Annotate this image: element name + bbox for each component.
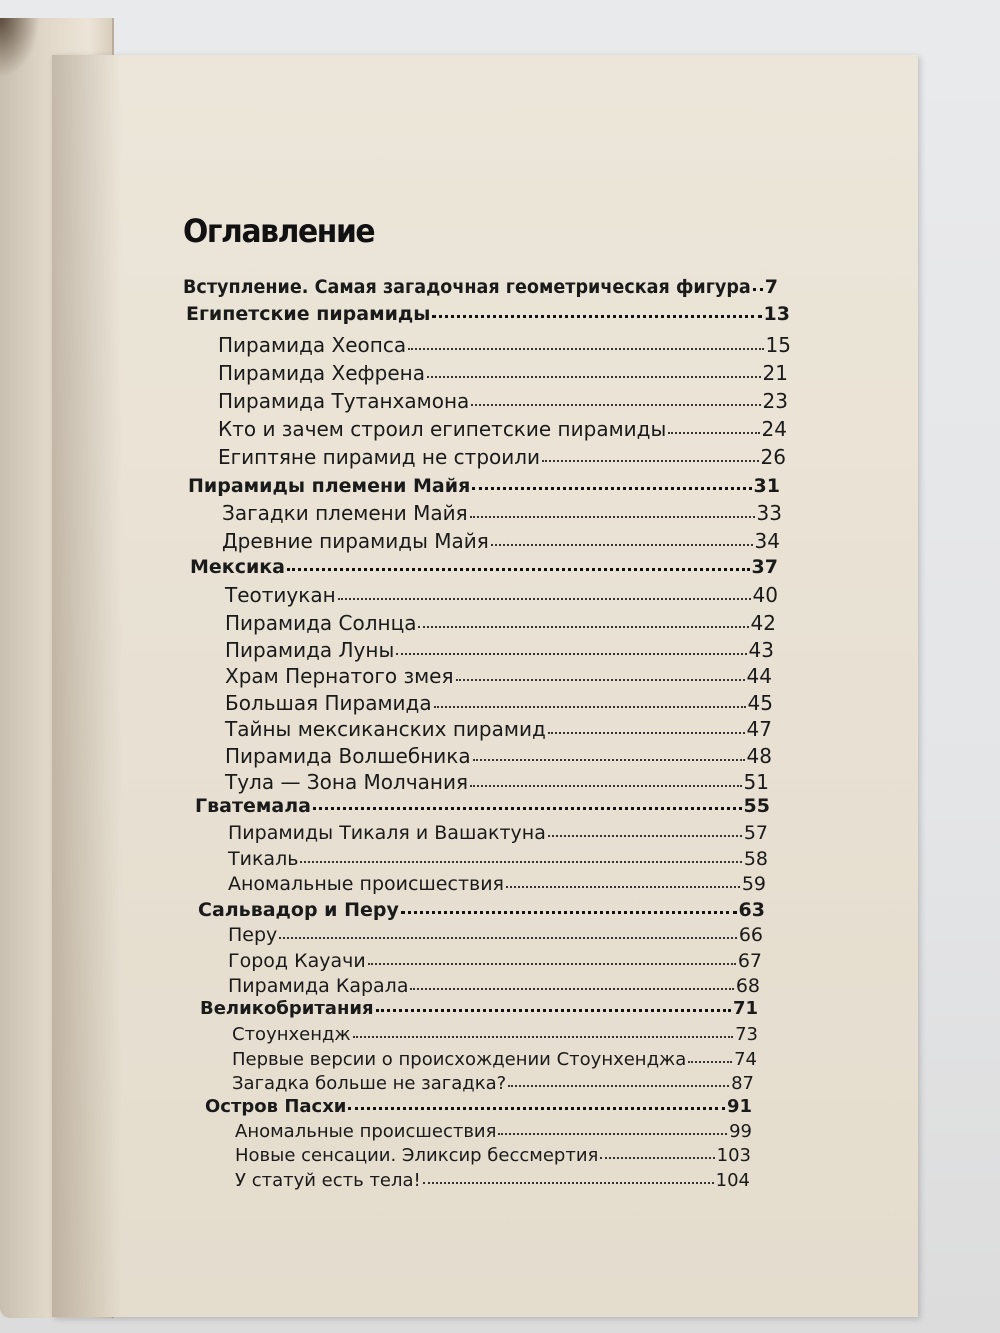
toc-entry	[205, 1096, 752, 1117]
toc-entry-page-number: 66	[738, 924, 763, 946]
toc-entry	[225, 744, 772, 768]
toc-entry-title: Древние пирамиды Майя	[222, 529, 489, 553]
toc-entry-title: Пирамида Хефрена	[218, 361, 425, 385]
toc-entry	[198, 899, 765, 921]
toc-entry	[218, 417, 787, 441]
toc-entry	[228, 848, 768, 870]
dot-leader	[548, 835, 742, 837]
toc-entry-page-number: 7	[764, 276, 778, 298]
toc-entry-page-number: 21	[762, 361, 788, 385]
toc-entry-title: Загадки племени Майя	[222, 501, 468, 525]
dot-leader	[472, 487, 751, 490]
toc-entry	[232, 1049, 757, 1070]
dot-leader	[279, 937, 737, 939]
toc-entry-title: Стоунхендж	[232, 1024, 351, 1045]
toc-entry	[218, 333, 791, 357]
toc-entry-page-number: 42	[750, 611, 776, 635]
dot-leader	[418, 626, 748, 628]
toc-entry	[225, 770, 769, 794]
toc-entry	[218, 445, 786, 469]
toc-entry-page-number: 24	[761, 417, 787, 441]
toc-entry-title: Пирамида Тутанхамона	[218, 389, 470, 413]
toc-entry-page-number: 71	[732, 998, 758, 1019]
toc-entry-title: Пирамиды племени Майя	[188, 475, 471, 497]
dot-leader	[600, 1157, 714, 1159]
dot-leader	[313, 807, 742, 810]
toc-entry-title: Тула — Зона Молчания	[225, 770, 469, 794]
toc-entry-page-number: 31	[753, 475, 780, 497]
dot-leader	[542, 460, 759, 462]
toc-entry-title: Пирамида Солнца	[225, 611, 417, 635]
toc-entry-title: Аномальные происшествия	[228, 873, 504, 895]
toc-entry-title: Теотиукан	[225, 583, 336, 607]
dot-leader	[427, 376, 761, 378]
toc-entry-page-number: 87	[731, 1073, 754, 1094]
dot-leader	[401, 911, 737, 914]
toc-entry-title: Пирамида Хеопса	[218, 333, 407, 357]
dot-leader	[287, 568, 750, 571]
toc-entry	[225, 664, 772, 688]
toc-entry-title: Первые версии о происхождении Стоунхенджа	[232, 1049, 687, 1070]
dot-leader	[470, 785, 742, 787]
dot-leader	[353, 1036, 733, 1038]
toc-entry	[225, 691, 773, 715]
toc-entry	[218, 361, 788, 385]
toc-entry-title: Перу	[228, 924, 278, 946]
dot-leader	[456, 679, 745, 681]
toc-entry-page-number: 67	[737, 950, 762, 972]
toc-entry-page-number: 74	[734, 1049, 757, 1070]
toc-entry	[188, 475, 780, 497]
toc-entry-page-number: 57	[743, 822, 768, 844]
toc-entry	[235, 1170, 750, 1191]
toc-entry-title: У статуй есть тела!	[235, 1170, 421, 1191]
dot-leader	[470, 516, 755, 518]
toc-entry	[228, 950, 762, 972]
dot-leader	[498, 1133, 727, 1135]
toc-entry	[225, 611, 776, 635]
toc-entry-page-number: 48	[746, 744, 772, 768]
dot-leader	[396, 653, 746, 655]
toc-entry-title: Пирамида Волшебника	[225, 744, 471, 768]
dot-leader	[548, 732, 745, 734]
toc-entry-page-number: 91	[726, 1096, 752, 1117]
toc-entry-page-number: 37	[751, 556, 778, 578]
dot-leader	[348, 1107, 725, 1110]
toc-entry-page-number: 45	[747, 691, 773, 715]
toc-entry-page-number: 43	[748, 638, 774, 662]
toc-entry-page-number: 15	[765, 333, 791, 357]
dot-leader	[300, 861, 741, 863]
toc-entry-title: Пирамиды Тикаля и Вашактуна	[228, 822, 546, 844]
toc-entry-title: Вступление. Самая загадочная геометрическая фигура	[183, 276, 751, 298]
dot-leader	[508, 1085, 729, 1087]
toc-entry-title: Мексика	[190, 556, 285, 578]
toc-entry	[232, 1024, 758, 1045]
toc-entry	[225, 638, 774, 662]
toc-entry	[228, 924, 763, 946]
toc-entry-page-number: 55	[743, 795, 770, 817]
dot-leader	[491, 544, 753, 546]
toc-entry-title: Великобритания	[200, 998, 374, 1019]
dot-leader	[434, 706, 746, 708]
toc-entry-page-number: 68	[735, 975, 760, 997]
dot-leader	[368, 963, 736, 965]
toc-entry-page-number: 63	[738, 899, 765, 921]
toc-entry-title: Гватемала	[195, 795, 311, 817]
toc-entry-title: Египетские пирамиды	[186, 303, 431, 325]
dot-leader	[506, 886, 740, 888]
toc-entry	[190, 556, 778, 578]
toc-entry-title: Пирамида Луны	[225, 638, 395, 662]
toc-entry-title: Город Кауачи	[228, 950, 366, 972]
dot-leader	[668, 432, 759, 434]
toc-entry-page-number: 44	[746, 664, 772, 688]
dot-leader	[432, 315, 761, 318]
toc-entry	[218, 389, 788, 413]
toc-entry-title: Сальвадор и Перу	[198, 899, 399, 921]
dot-leader	[423, 1182, 714, 1184]
toc-entry-page-number: 47	[746, 717, 772, 741]
dot-leader	[471, 404, 760, 406]
toc-entry-page-number: 59	[741, 873, 766, 895]
toc-entry-title: Египтяне пирамид не строили	[218, 445, 541, 469]
dot-leader	[473, 759, 745, 761]
toc-entry-title: Загадка больше не загадка?	[232, 1073, 507, 1094]
toc-entry	[195, 795, 770, 817]
toc-entry	[183, 276, 778, 298]
dot-leader	[338, 598, 751, 600]
toc-entry	[225, 583, 778, 607]
toc-entry-title: Аномальные происшествия	[235, 1121, 497, 1142]
toc-entry	[228, 822, 768, 844]
dot-leader	[410, 988, 733, 990]
dot-leader	[753, 288, 763, 291]
toc-entry-title: Кто и зачем строил египетские пирамиды	[218, 417, 667, 441]
toc-entry-page-number: 33	[756, 501, 782, 525]
toc-entry	[200, 998, 758, 1019]
toc-entry-page-number: 34	[754, 529, 780, 553]
dot-leader	[376, 1009, 731, 1012]
dot-leader	[688, 1061, 732, 1063]
toc-entry-page-number: 51	[743, 770, 769, 794]
toc-entry-title: Пирамида Карала	[228, 975, 409, 997]
toc-entry-title: Тикаль	[228, 848, 299, 870]
toc-entry	[225, 717, 772, 741]
toc-entry-title: Остров Пасхи	[205, 1096, 347, 1117]
toc-entry	[228, 873, 766, 895]
toc-entry	[222, 501, 782, 525]
toc-entry	[235, 1121, 752, 1142]
toc-entry-title: Большая Пирамида	[225, 691, 432, 715]
toc-entry-page-number: 73	[735, 1024, 758, 1045]
toc-entry-page-number: 26	[760, 445, 786, 469]
toc-entry-page-number: 23	[762, 389, 788, 413]
toc-entry-title: Храм Пернатого змея	[225, 664, 454, 688]
toc-entry	[228, 975, 760, 997]
toc-entry-page-number: 99	[729, 1121, 752, 1142]
toc-entry-title: Новые сенсации. Эликсир бессмертия	[235, 1145, 599, 1166]
toc-entry-page-number: 58	[743, 848, 768, 870]
toc-entry	[232, 1073, 754, 1094]
toc-entry	[235, 1145, 751, 1166]
toc-entry	[186, 303, 790, 325]
toc-entry-page-number: 40	[752, 583, 778, 607]
dot-leader	[408, 348, 763, 350]
toc-entry	[222, 529, 780, 553]
toc-entry-page-number: 103	[716, 1145, 751, 1166]
toc-entry-page-number: 104	[715, 1170, 750, 1191]
toc-heading: Оглавление	[183, 212, 375, 250]
toc-entry-page-number: 13	[763, 303, 790, 325]
toc-entry-title: Тайны мексиканских пирамид	[225, 717, 546, 741]
